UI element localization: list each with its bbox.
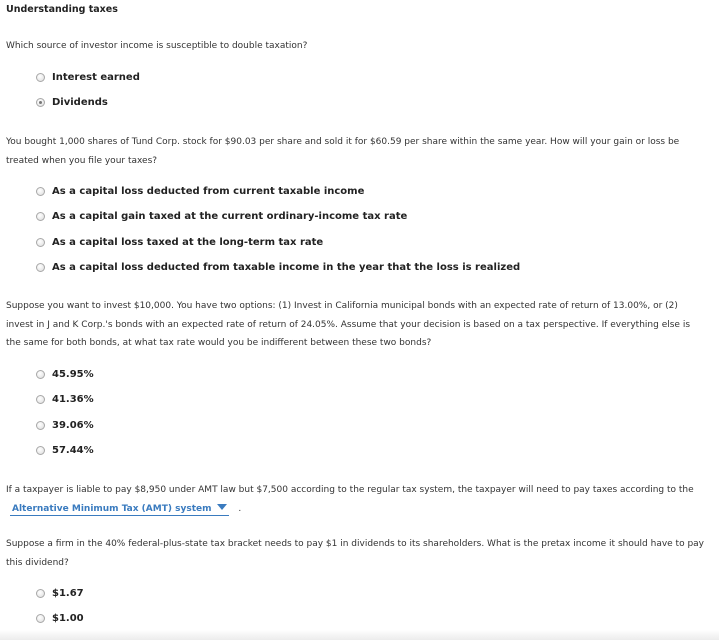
radio-button[interactable] xyxy=(36,370,45,379)
option-label: Interest earned xyxy=(52,71,140,83)
option-label: $1.00 xyxy=(52,612,84,624)
option-label: $1.67 xyxy=(52,587,84,599)
radio-button[interactable] xyxy=(36,187,45,196)
question-5-text: Suppose a firm in the 40% federal-plus-state tax bracket needs to pay $1 in dividends to its shareholders. What is the pretax income it should have to pay this dividend? xyxy=(6,539,705,568)
q2-option-4[interactable] xyxy=(36,260,520,274)
question-4-text: If a taxpayer is liable to pay $8,950 under AMT law but $7,500 according to the regular tax system, the taxpayer will need to pay taxes according to the xyxy=(6,485,694,495)
question-3-text: Suppose you want to invest $10,000. You have two options: (1) Invest in California municipal bonds with an expected rate of return of 13.00%, or (2) invest in J and K Corp.'s bonds with an expected rate of return of 24.05%. Assume that your decision is based on a tax perspective. If everything else is the same for both bonds, at what tax rate would you be indifferent between these two bonds? xyxy=(6,301,691,348)
question-4-end: . xyxy=(238,503,242,514)
q3-option-1[interactable] xyxy=(36,367,94,381)
q3-option-3[interactable] xyxy=(36,418,94,432)
page-title: Understanding taxes xyxy=(6,4,118,15)
radio-button[interactable] xyxy=(36,212,45,221)
question-2-text: You bought 1,000 shares of Tund Corp. stock for $90.03 per share and sold it for $60.59 per share within the same year. How will your gain or loss be treated when you file your taxes? xyxy=(6,137,680,166)
radio-button[interactable] xyxy=(36,589,45,598)
option-label: As a capital gain taxed at the current ordinary-income tax rate xyxy=(52,210,408,222)
q1-option-interest[interactable] xyxy=(36,70,140,84)
radio-button[interactable] xyxy=(36,395,45,404)
q2-option-3[interactable] xyxy=(36,235,323,249)
radio-button[interactable] xyxy=(36,238,45,247)
option-label: As a capital loss taxed at the long-term tax rate xyxy=(52,236,324,248)
q2-option-1[interactable] xyxy=(36,184,364,198)
option-label: 39.06% xyxy=(52,419,94,431)
radio-button[interactable] xyxy=(36,263,45,272)
radio-button[interactable] xyxy=(36,614,45,623)
radio-button[interactable] xyxy=(36,446,45,455)
option-label: As a capital loss deducted from taxable income in the year that the loss is realized xyxy=(52,261,521,273)
q3-option-4[interactable] xyxy=(36,443,94,457)
radio-button[interactable] xyxy=(36,73,45,82)
radio-button[interactable] xyxy=(36,421,45,430)
q2-option-2[interactable] xyxy=(36,209,407,223)
radio-button-selected[interactable] xyxy=(36,98,45,107)
question-1-text: Which source of investor income is susceptible to double taxation? xyxy=(6,41,308,51)
amt-dropdown[interactable] xyxy=(10,503,229,516)
option-label: Dividends xyxy=(52,96,108,108)
q5-option-1[interactable] xyxy=(36,586,84,600)
q1-option-dividends[interactable] xyxy=(36,95,108,109)
option-label: 45.95% xyxy=(52,368,94,380)
option-label: As a capital loss deducted from current taxable income xyxy=(52,185,365,197)
dropdown-selected-value: Alternative Minimum Tax (AMT) system xyxy=(12,503,212,514)
option-label: 41.36% xyxy=(52,393,94,405)
caret-down-icon xyxy=(217,504,227,510)
question-4 xyxy=(6,481,706,518)
bottom-edge xyxy=(0,630,719,640)
q5-option-2[interactable] xyxy=(36,611,84,625)
option-label: 57.44% xyxy=(52,444,94,456)
q3-option-2[interactable] xyxy=(36,392,94,406)
